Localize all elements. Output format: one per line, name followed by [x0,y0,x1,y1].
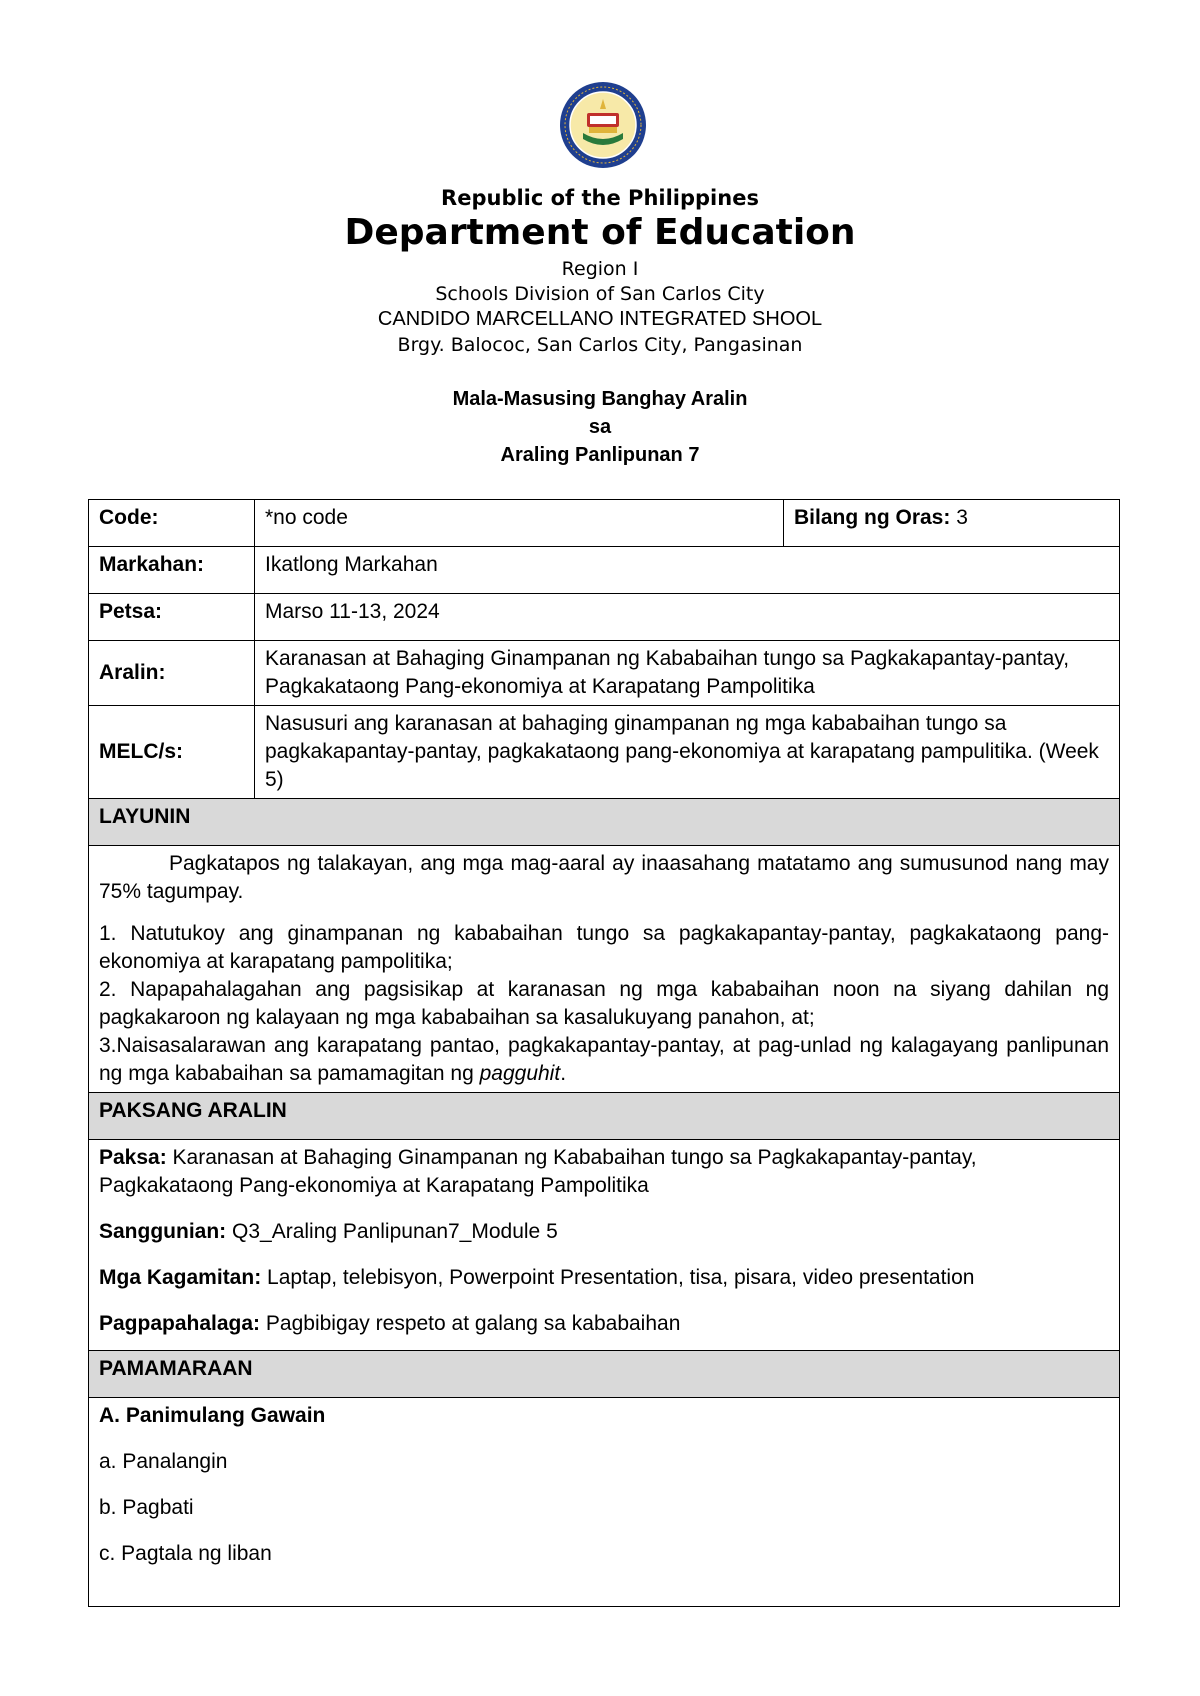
panimulang-gawain-heading: A. Panimulang Gawain [99,1404,326,1427]
paksang-body [89,1140,1120,1351]
republic-heading: Republic of the Philippines [441,186,759,210]
petsa-row [89,594,1120,641]
paksa-line [99,1144,1109,1200]
department-heading: Department of Education [344,212,856,253]
pamamaraan-heading: PAMAMARAAN [89,1351,1120,1398]
markahan-value: Ikatlong Markahan [255,547,1120,594]
plan-title: Mala-Masusing Banghay Aralin [452,388,748,410]
sanggunian-line [99,1218,1109,1246]
layunin-item-3-end: . [560,1062,567,1085]
layunin-section-row [89,799,1120,846]
school-address: Brgy. Balococ, San Carlos City, Pangasinan [397,334,803,356]
petsa-value: Marso 11-13, 2024 [255,594,1120,641]
division-text: Schools Division of San Carlos City [435,283,765,305]
layunin-intro: Pagkatapos ng talakayan, ang mga mag-aaral ay inaasahang matatamo ang sumusunod nang may 75% tagumpay. [99,852,1109,903]
paksang-heading: PAKSANG ARALIN [89,1093,1120,1140]
layunin-body [89,846,1120,1093]
paksa-value: Karanasan at Bahaging Ginampanan ng Kababaihan tungo sa Pagkakapantay-pantay, Pagkakataong Pang-ekonomiya at Karapatang Pampolitika [99,1146,977,1197]
list-item: c. Pagtala ng liban [99,1542,272,1565]
sanggunian-label: Sanggunian: [99,1220,227,1243]
layunin-item-1: 1. Natutukoy ang ginampanan ng kababaihan tungo sa pagkakapantay-pantay, pagkakataong pang-ekonomiya at karapatang pampolitika; [99,922,1109,973]
sanggunian-value: Q3_Araling Panlipunan7_Module 5 [226,1220,558,1243]
paksa-label: Paksa: [99,1146,167,1169]
code-row [89,500,1120,547]
pamamaraan-body-row [89,1398,1120,1607]
layunin-heading: LAYUNIN [89,799,1120,846]
paksang-body-row [89,1140,1120,1351]
plan-subject: Araling Panlipunan 7 [500,444,700,466]
kagamitan-line [99,1264,1109,1292]
petsa-label: Petsa: [89,594,255,641]
kagamitan-label: Mga Kagamitan: [99,1266,262,1289]
layunin-item-2: 2. Napapahalagahan ang pagsisikap at karanasan ng mga kababaihan noon na siyang dahilan ng pagkakaroon ng kalayaan ng mga kababaihan sa kasalukuyang panahon, at; [99,978,1109,1029]
region-text: Region I [561,258,639,280]
markahan-label: Markahan: [89,547,255,594]
kagamitan-value: Laptap, telebisyon, Powerpoint Presentation, tisa, pisara, video presentation [261,1266,975,1289]
list-item: b. Pagbati [99,1496,194,1519]
list-item: a. Panalangin [99,1450,228,1473]
plan-title-connector: sa [588,416,612,438]
layunin-item-3 [99,1032,1109,1088]
pamamaraan-section-row [89,1351,1120,1398]
aralin-row [89,641,1120,706]
pagpapahalaga-value: Pagbibigay respeto at galang sa kababaihan [260,1312,681,1335]
hours-label: Bilang ng Oras: [794,506,951,529]
hours-value: 3 [956,506,968,529]
layunin-body-row [89,846,1120,1093]
code-value: *no code [255,500,784,547]
melc-value: Nasusuri ang karanasan at bahaging ginampanan ng mga kababaihan tungo sa pagkakapantay-pantay, pagkakataong pang-ekonomiya at karapatang pampulitika. (Week 5) [255,706,1120,799]
school-name: CANDIDO MARCELLANO INTEGRATED SHOOL [377,308,823,330]
paksang-section-row [89,1093,1120,1140]
layunin-item-3-emphasis: pagguhit [479,1062,561,1085]
pamamaraan-body [89,1398,1120,1607]
aralin-value: Karanasan at Bahaging Ginampanan ng Kababaihan tungo sa Pagkakapantay-pantay, Pagkakataong Pang-ekonomiya at Karapatang Pampolitika [255,641,1120,706]
melc-row [89,706,1120,799]
pagpapahalaga-label: Pagpapahalaga: [99,1312,261,1335]
code-label: Code: [89,500,255,547]
aralin-label: Aralin: [89,641,255,706]
pagpapahalaga-line [99,1310,1109,1338]
markahan-row [89,547,1120,594]
melc-label: MELC/s: [89,706,255,799]
hours-cell [784,500,1120,547]
lesson-plan-table [88,499,1120,1607]
layunin-item-3-text: 3.Naisasalarawan ang karapatang pantao, pagkakapantay-pantay, at pag-unlad ng kalagayang panlipunan ng mga kababaihan sa pamamagitan ng [99,1034,1109,1085]
deped-seal-icon [559,81,647,169]
